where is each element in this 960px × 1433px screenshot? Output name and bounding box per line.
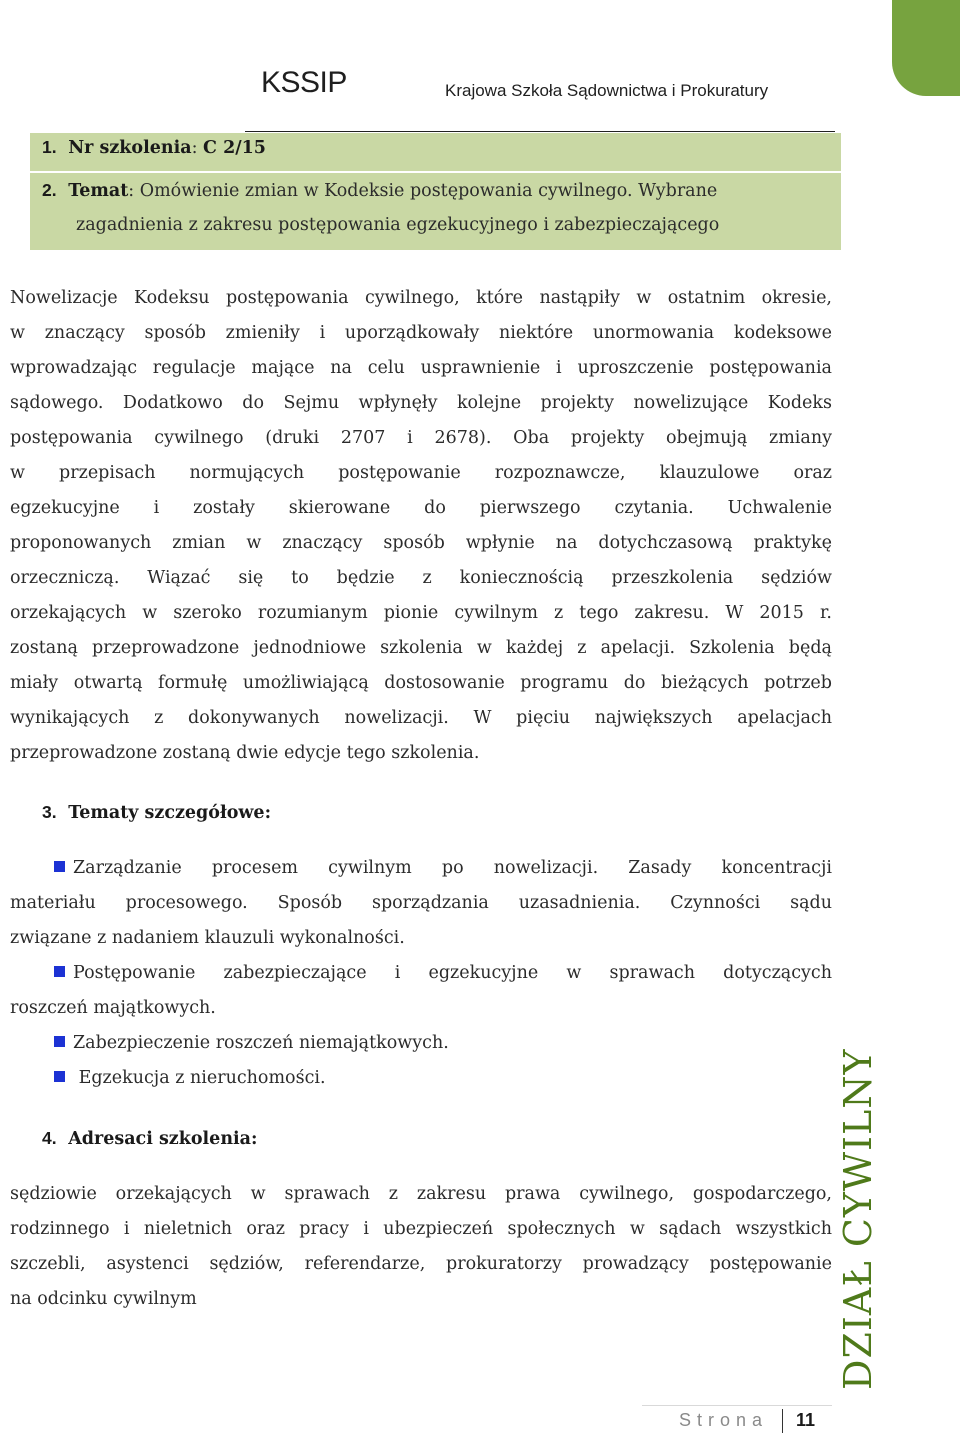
intro-line: przeprowadzone zostaną dwie edycje tego szkolenia. xyxy=(10,743,480,763)
intro-line: w znaczący sposób zmieniły i uporządkowały niektóre unormowania kodeksowe xyxy=(10,323,832,343)
section1-label: Nr szkolenia xyxy=(68,138,192,158)
topic-item-line: roszczeń majątkowych. xyxy=(10,998,216,1018)
topic-item: Zabezpieczenie roszczeń niemajątkowych. xyxy=(10,1026,832,1061)
addressees-paragraph xyxy=(10,1177,832,1317)
topic-item: Postępowanie zabezpieczające i egzekucyjne w sprawach dotyczących xyxy=(10,956,832,991)
section2-heading xyxy=(42,180,717,201)
section3-number: 3. xyxy=(42,802,57,822)
section-side-label: DZIAŁ CYWILNY xyxy=(836,1048,880,1390)
header-org-short: KSSIP xyxy=(261,66,347,99)
section3-heading xyxy=(42,802,271,823)
intro-line: Nowelizacje Kodeksu postępowania cywilnego, które nastąpiły w ostatnim okresie, xyxy=(10,288,832,308)
section4-label: Adresaci szkolenia: xyxy=(68,1129,258,1149)
square-bullet-icon xyxy=(54,861,65,872)
footer-page-number: 11 xyxy=(796,1410,816,1430)
section1-number: 1. xyxy=(42,137,57,157)
intro-line: wprowadzając regulacje mające na celu usprawnienie i uproszczenie postępowania xyxy=(10,358,832,378)
section1-heading xyxy=(42,137,266,158)
section4-number: 4. xyxy=(42,1128,57,1148)
topic-item-line: związane z nadaniem klauzuli wykonalności. xyxy=(10,928,405,948)
square-bullet-icon xyxy=(54,1071,65,1082)
intro-line: wynikających z dokonywanych nowelizacji. W pięciu największych apelacjach xyxy=(10,708,832,728)
intro-line: zostaną przeprowadzone jednodniowe szkolenia w każdej z apelacji. Szkolenia będą xyxy=(10,638,832,658)
corner-tab-decoration xyxy=(892,0,960,96)
addressee-line: rodzinnego i nieletnich oraz pracy i ubezpieczeń społecznych w sądach wszystkich xyxy=(10,1219,832,1239)
addressee-line: szczebli, asystenci sędziów, referendarze, prokuratorzy prowadzący postępowanie xyxy=(10,1254,832,1274)
footer-divider xyxy=(642,1405,832,1406)
addressee-line: na odcinku cywilnym xyxy=(10,1289,197,1309)
square-bullet-icon xyxy=(54,1036,65,1047)
topic-item: Egzekucja z nieruchomości. xyxy=(10,1061,832,1096)
intro-line: w przepisach normujących postępowanie rozpoznawcze, klauzulowe oraz xyxy=(10,463,832,483)
footer-page-word: Strona xyxy=(679,1410,769,1430)
header-org-full: Krajowa Szkoła Sądownictwa i Prokuratury xyxy=(445,81,769,100)
section3-label: Tematy szczegółowe: xyxy=(68,803,272,823)
topic-item-line: materiału procesowego. Sposób sporządzania uzasadnienia. Czynności sądu xyxy=(10,893,832,913)
section1-separator: : xyxy=(191,138,204,158)
intro-line: orzeczniczą. Wiązać się to będzie z koniecznością przeszkolenia sędziów xyxy=(10,568,832,588)
square-bullet-icon xyxy=(54,966,65,977)
intro-line: orzekających w szeroko rozumianym pionie cywilnym z tego zakresu. W 2015 r. xyxy=(10,603,832,623)
intro-line: egzekucyjne i zostały skierowane do pierwszego czytania. Uchwalenie xyxy=(10,498,832,518)
intro-paragraph xyxy=(10,281,832,771)
header-divider xyxy=(245,131,835,132)
topic-item: Zarządzanie procesem cywilnym po nowelizacji. Zasady koncentracji xyxy=(10,851,832,886)
section2-label: Temat xyxy=(68,181,129,201)
section1-value: C 2/15 xyxy=(203,138,266,158)
intro-line: miały otwartą formułę umożliwiającą dostosowanie programu do bieżących potrzeb xyxy=(10,673,832,693)
addressee-line: sędziowie orzekających w sprawach z zakresu prawa cywilnego, gospodarczego, xyxy=(10,1184,832,1204)
intro-line: sądowego. Dodatkowo do Sejmu wpłynęły kolejne projekty nowelizujące Kodeks xyxy=(10,393,832,413)
footer-separator xyxy=(782,1409,783,1433)
section2-line2: zagadnienia z zakresu postępowania egzekucyjnego i zabezpieczającego xyxy=(76,215,720,235)
intro-line: postępowania cywilnego (druki 2707 i 2678). Oba projekty obejmują zmiany xyxy=(10,428,832,448)
section2-line1: : Omówienie zmian w Kodeksie postępowania cywilnego. Wybrane xyxy=(128,181,718,201)
section2-number: 2. xyxy=(42,180,57,200)
intro-line: proponowanych zmian w znaczący sposób wpłynie na dotychczasową praktykę xyxy=(10,533,832,553)
section4-heading xyxy=(42,1128,257,1149)
topics-list xyxy=(10,851,832,1096)
